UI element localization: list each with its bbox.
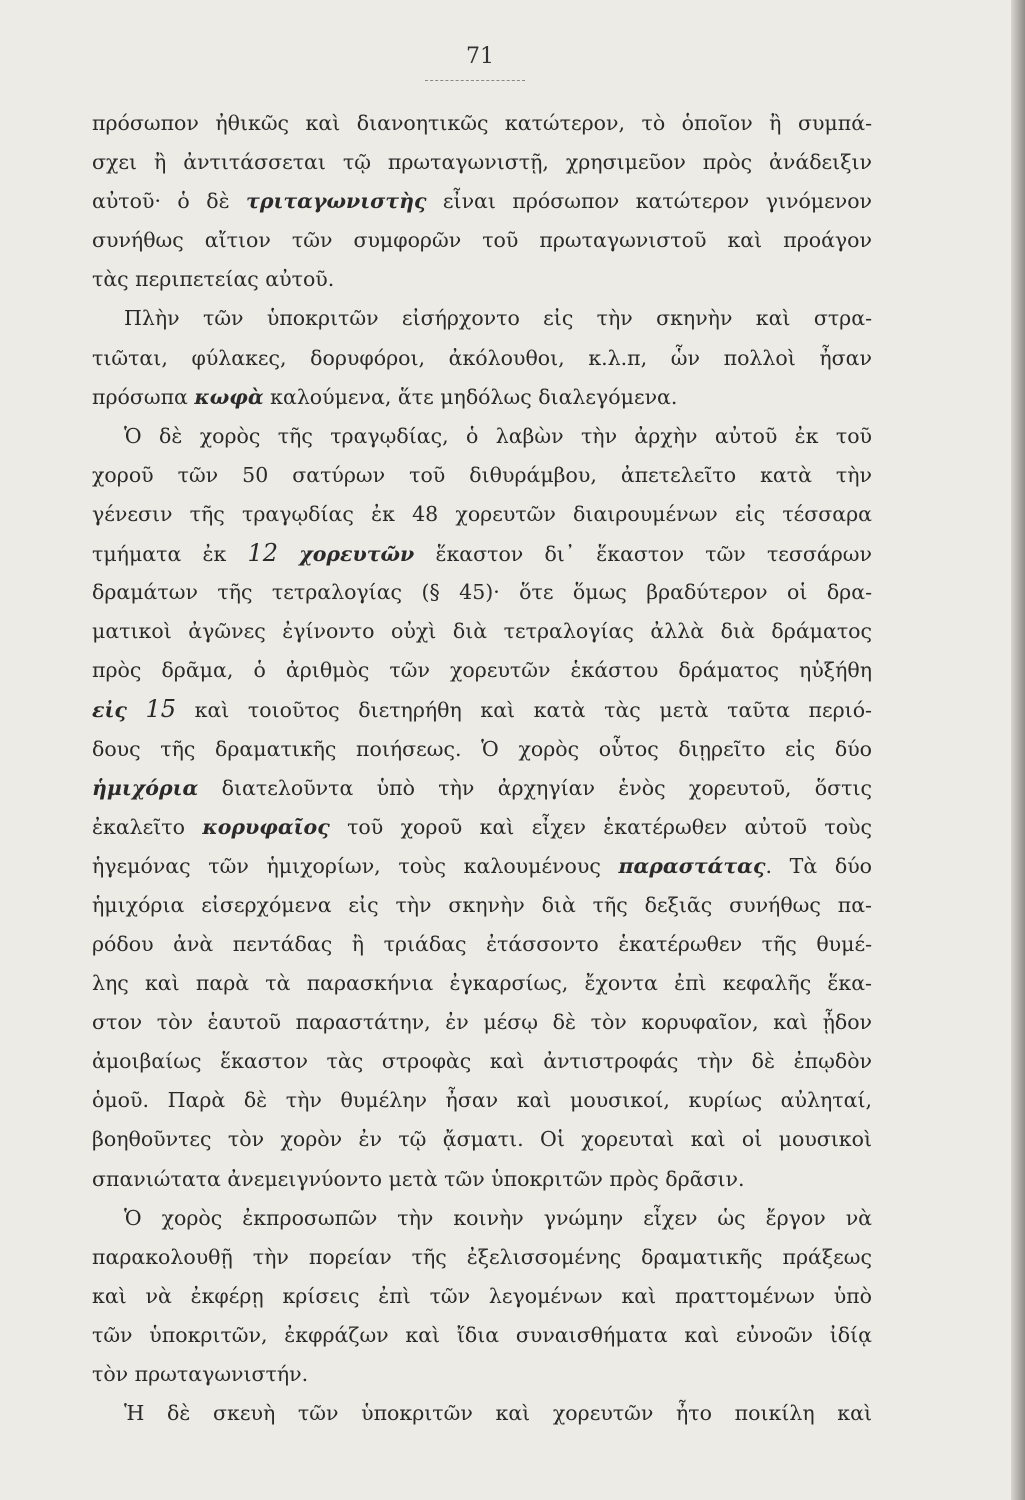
text-run: τιῶται, φύλακες, δορυφόροι, ἀκόλουθοι, κ.λ.π, ὧν πολλοὶ ἦσαν: [92, 345, 872, 370]
text-run: λης καὶ παρὰ τὰ παρασκήνια ἐγκαρσίως, ἔχοντα ἐπὶ κεφαλῆς ἕκα-: [92, 971, 872, 996]
text-run: τὸν πρωταγωνιστήν.: [92, 1362, 309, 1386]
emphasized-term: κορυφαῖος: [202, 814, 330, 839]
text-line: [92, 1199, 872, 1238]
text-line: [92, 182, 872, 221]
text-run: πρόσωπα: [92, 384, 195, 409]
body-text: [92, 104, 872, 1433]
text-line: [92, 495, 872, 534]
text-run: ἀμοιβαίως ἕκαστον τὰς στροφὰς καὶ ἀντιστροφάς τὴν δὲ ἐπῳδὸν: [92, 1049, 872, 1074]
text-run: ἐκαλεῖτο: [92, 814, 203, 839]
text-run: συνήθως αἴτιον τῶν συμφορῶν τοῦ πρωταγωνιστοῦ καὶ προάγον: [92, 228, 872, 253]
text-run: σπανιώτατα ἀνεμειγνύοντο μετὰ τῶν ὑποκριτῶν πρὸς δρᾶσιν.: [92, 1166, 745, 1191]
text-line: [92, 221, 872, 260]
text-run: τῶν ὑποκριτῶν, ἐκφράζων καὶ ἴδια συναισθήματα καὶ εὐνοῶν ἰδίᾳ: [92, 1322, 872, 1347]
text-run: αὐτοῦ· ὁ δὲ: [92, 189, 247, 214]
text-line: [92, 1238, 872, 1277]
text-run: σχει ἢ ἀντιτάσσεται τῷ πρωταγωνιστῇ, χρησιμεῦον πρὸς ἀνάδειξιν: [92, 150, 872, 175]
emphasized-term: ἡμιχόρια: [92, 775, 199, 800]
text-line: [92, 925, 872, 964]
text-run: καὶ νὰ ἐκφέρῃ κρίσεις ἐπὶ τῶν λεγομένων καὶ πραττομένων ὑπὸ: [92, 1283, 872, 1308]
text-line: [92, 730, 872, 769]
text-line: [92, 417, 872, 456]
text-line: [92, 1042, 872, 1081]
text-line: [92, 1355, 872, 1394]
text-run: Ὁ χορὸς ἐκπροσωπῶν τὴν κοινὴν γνώμην εἶχεν ὡς ἔργον νὰ: [124, 1205, 872, 1230]
text-line: [92, 1394, 872, 1433]
text-line: [92, 769, 872, 808]
text-line: [92, 651, 872, 690]
text-run: δους τῆς δραματικῆς ποιήσεως. Ὁ χορὸς οὗτος διῃρεῖτο εἰς δύο: [92, 736, 872, 761]
text-line: [92, 1081, 872, 1120]
text-line: [92, 847, 872, 886]
text-line: [92, 1003, 872, 1042]
text-line: [92, 378, 872, 417]
text-line: [92, 964, 872, 1003]
text-line: [92, 260, 872, 299]
text-line: [92, 143, 872, 182]
text-run: καλούμενα, ἅτε μηδόλως διαλεγόμενα.: [263, 384, 678, 409]
text-line: [92, 1160, 872, 1199]
text-run: ρόδου ἀνὰ πεντάδας ἢ τριάδας ἐτάσσοντο ἑκατέρωθεν τῆς θυμέ-: [92, 931, 872, 956]
text-run: παρακολουθῇ τὴν πορείαν τῆς ἐξελισσομένης δραματικῆς πράξεως: [92, 1244, 872, 1269]
text-line: [92, 612, 872, 651]
text-run: διατελοῦντα ὑπὸ τὴν ἀρχηγίαν ἑνὸς χορευτοῦ, ὅστις: [198, 775, 872, 800]
text-line: [92, 339, 872, 378]
text-line: [92, 1316, 872, 1355]
text-run: τὰς περιπετείας αὐτοῦ.: [92, 267, 335, 292]
page-edge-shadow: [1011, 0, 1025, 1500]
text-run: ἡμιχόρια εἰσερχόμενα εἰς τὴν σκηνὴν διὰ τῆς δεξιᾶς συνήθως πα-: [92, 892, 872, 917]
text-run: βοηθοῦντες τὸν χορὸν ἐν τῷ ᾄσματι. Οἱ χορευταὶ καὶ οἱ μουσικοὶ: [92, 1127, 872, 1152]
text-line: [92, 299, 872, 338]
text-run: τοῦ χοροῦ καὶ εἶχεν ἑκατέρωθεν αὐτοῦ τοὺς: [329, 814, 872, 839]
text-line: [92, 1120, 872, 1159]
text-run: στον τὸν ἑαυτοῦ παραστάτην, ἐν μέσῳ δὲ τὸν κορυφαῖον, καὶ ᾖδον: [92, 1010, 872, 1035]
text-run: [278, 542, 299, 566]
text-run: Ὁ δὲ χορὸς τῆς τραγῳδίας, ὁ λαβὼν τὴν ἀρχὴν αὐτοῦ ἐκ τοῦ: [124, 423, 872, 448]
text-run: καὶ τοιοῦτος διετηρήθη καὶ κατὰ τὰς μετὰ ταῦτα περιό-: [176, 698, 872, 723]
text-line: [92, 886, 872, 925]
text-run: [127, 698, 146, 722]
text-run: γένεσιν τῆς τραγῳδίας ἐκ 48 χορευτῶν διαιρουμένων εἰς τέσσαρα: [92, 501, 872, 526]
text-line: [92, 690, 872, 729]
text-line: [92, 808, 872, 847]
text-run: ἕκαστον δι᾽ ἕκαστον τῶν τεσσάρων: [414, 542, 872, 567]
text-line: [92, 534, 872, 573]
emphasized-term: χορευτῶν: [299, 542, 415, 567]
text-run: ἡγεμόνας τῶν ἡμιχορίων, τοὺς καλουμένους: [92, 853, 619, 878]
text-run: εἶναι πρόσωπον κατώτερον γινόμενον: [426, 189, 872, 214]
text-run: τμήματα ἐκ: [92, 542, 248, 567]
emphasized-term: παραστάτας: [618, 853, 766, 878]
text-run: πρόσωπον ἠθικῶς καὶ διανοητικῶς κατώτερον, τὸ ὁποῖον ἢ συμπά-: [92, 111, 872, 135]
emphasized-term: κωφὰ: [194, 384, 264, 409]
text-run: δραμάτων τῆς τετραλογίας (§ 45)· ὅτε ὅμως βραδύτερον οἱ δρα-: [92, 580, 872, 605]
text-line: [92, 1277, 872, 1316]
text-run: ματικοὶ ἀγῶνες ἐγίνοντο οὐχὶ διὰ τετραλογίας ἀλλὰ διὰ δράματος: [92, 619, 872, 644]
text-run: Ἡ δὲ σκευὴ τῶν ὑποκριτῶν καὶ χορευτῶν ἦτο ποικίλη καὶ: [124, 1401, 872, 1426]
text-run: . Τὰ δύο: [765, 853, 872, 878]
text-run: χοροῦ τῶν 50 σατύρων τοῦ διθυράμβου, ἀπετελεῖτο κατὰ τὴν: [92, 462, 872, 487]
emphasized-term: εἰς: [92, 698, 127, 723]
page-number-rule: [425, 80, 525, 81]
text-run: ὁμοῦ. Παρὰ δὲ τὴν θυμέλην ἦσαν καὶ μουσικοί, κυρίως αὐληταί,: [92, 1088, 872, 1113]
text-line: [92, 104, 872, 143]
text-line: [92, 573, 872, 612]
emphasized-term: τριταγωνιστὴς: [246, 189, 427, 214]
text-line: [92, 456, 872, 495]
numeral: 12: [247, 539, 279, 568]
page-number: 71: [466, 44, 494, 69]
text-run: πρὸς δρᾶμα, ὁ ἀριθμὸς τῶν χορευτῶν ἑκάστου δράματος ηὐξήθη: [92, 658, 872, 683]
text-run: Πλὴν τῶν ὑποκριτῶν εἰσήρχοντο εἰς τὴν σκηνὴν καὶ στρα-: [124, 306, 872, 331]
numeral: 15: [145, 695, 177, 724]
